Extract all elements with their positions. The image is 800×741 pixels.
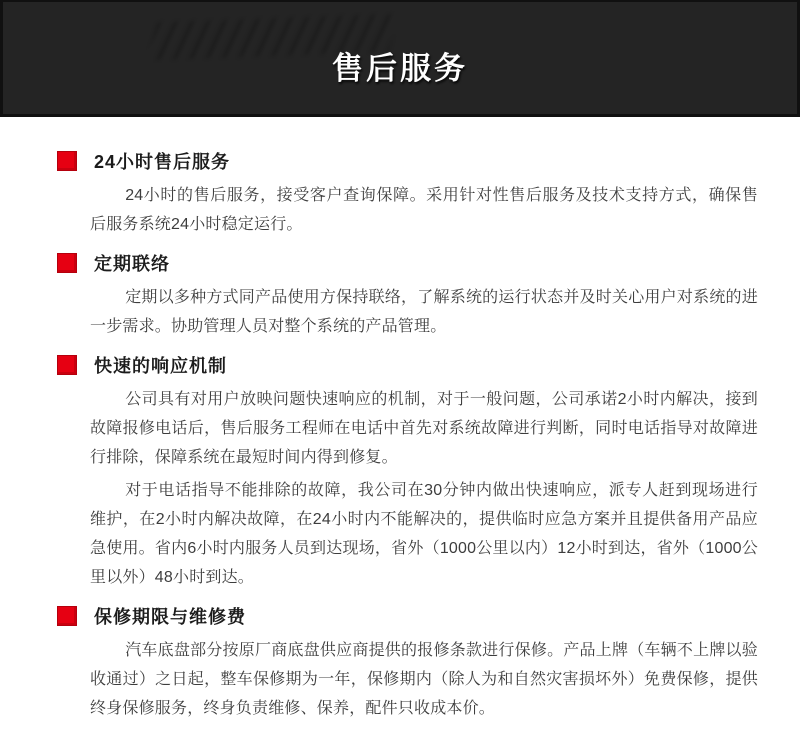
section-heading-row bbox=[57, 149, 758, 173]
red-square-bullet-icon bbox=[57, 151, 77, 171]
red-square-bullet-icon bbox=[57, 253, 77, 273]
section-heading: 定期联络 bbox=[94, 254, 170, 274]
section-heading-row bbox=[57, 604, 758, 628]
section-paragraph: 24小时的售后服务，接受客户查询保障。采用针对性售后服务及技术支持方式，确保售后服务系统24小时稳定运行。 bbox=[90, 187, 758, 233]
section-paragraph: 汽车底盘部分按原厂商底盘供应商提供的报修条款进行保修。产品上牌（车辆不上牌以验收通过）之日起，整车保修期为一年，保修期内（除人为和自然灾害损坏外）免费保修，提供终身保修服务，终身负责维修、保养，配件只收成本价。 bbox=[90, 642, 758, 717]
red-square-bullet-icon bbox=[57, 606, 77, 626]
red-square-bullet-icon bbox=[57, 355, 77, 375]
section-paragraph: 公司具有对用户放映问题快速响应的机制，对于一般问题，公司承诺2小时内解决，接到故障报修电话后，售后服务工程师在电话中首先对系统故障进行判断，同时电话指导对故障进行排除，保障系统在最短时间内得到修复。 bbox=[90, 391, 758, 466]
section-heading: 24小时售后服务 bbox=[94, 152, 231, 172]
page-title: 售后服务 bbox=[332, 50, 468, 86]
section-heading: 快速的响应机制 bbox=[94, 356, 227, 376]
section-paragraph: 对于电话指导不能排除的故障，我公司在30分钟内做出快速响应，派专人赶到现场进行维护，在2小时内解决故障，在24小时内不能解决的，提供临时应急方案并且提供备用产品应急使用。省内6小时内服务人员到达现场，省外（1000公里以内）12小时到达，省外（1000公里以外）48小时到达。 bbox=[90, 482, 758, 586]
section-regular-contact bbox=[57, 251, 758, 341]
section-heading-row bbox=[57, 251, 758, 275]
page-header-banner bbox=[0, 0, 800, 117]
section-rapid-response bbox=[57, 353, 758, 592]
section-heading-row bbox=[57, 353, 758, 377]
section-heading: 保修期限与维修费 bbox=[94, 607, 246, 627]
section-24h-service bbox=[57, 149, 758, 239]
section-warranty-and-repair-fee bbox=[57, 604, 758, 723]
content-area bbox=[0, 117, 800, 723]
section-paragraph: 定期以多种方式同产品使用方保持联络，了解系统的运行状态并及时关心用户对系统的进一步需求。协助管理人员对整个系统的产品管理。 bbox=[90, 289, 758, 335]
